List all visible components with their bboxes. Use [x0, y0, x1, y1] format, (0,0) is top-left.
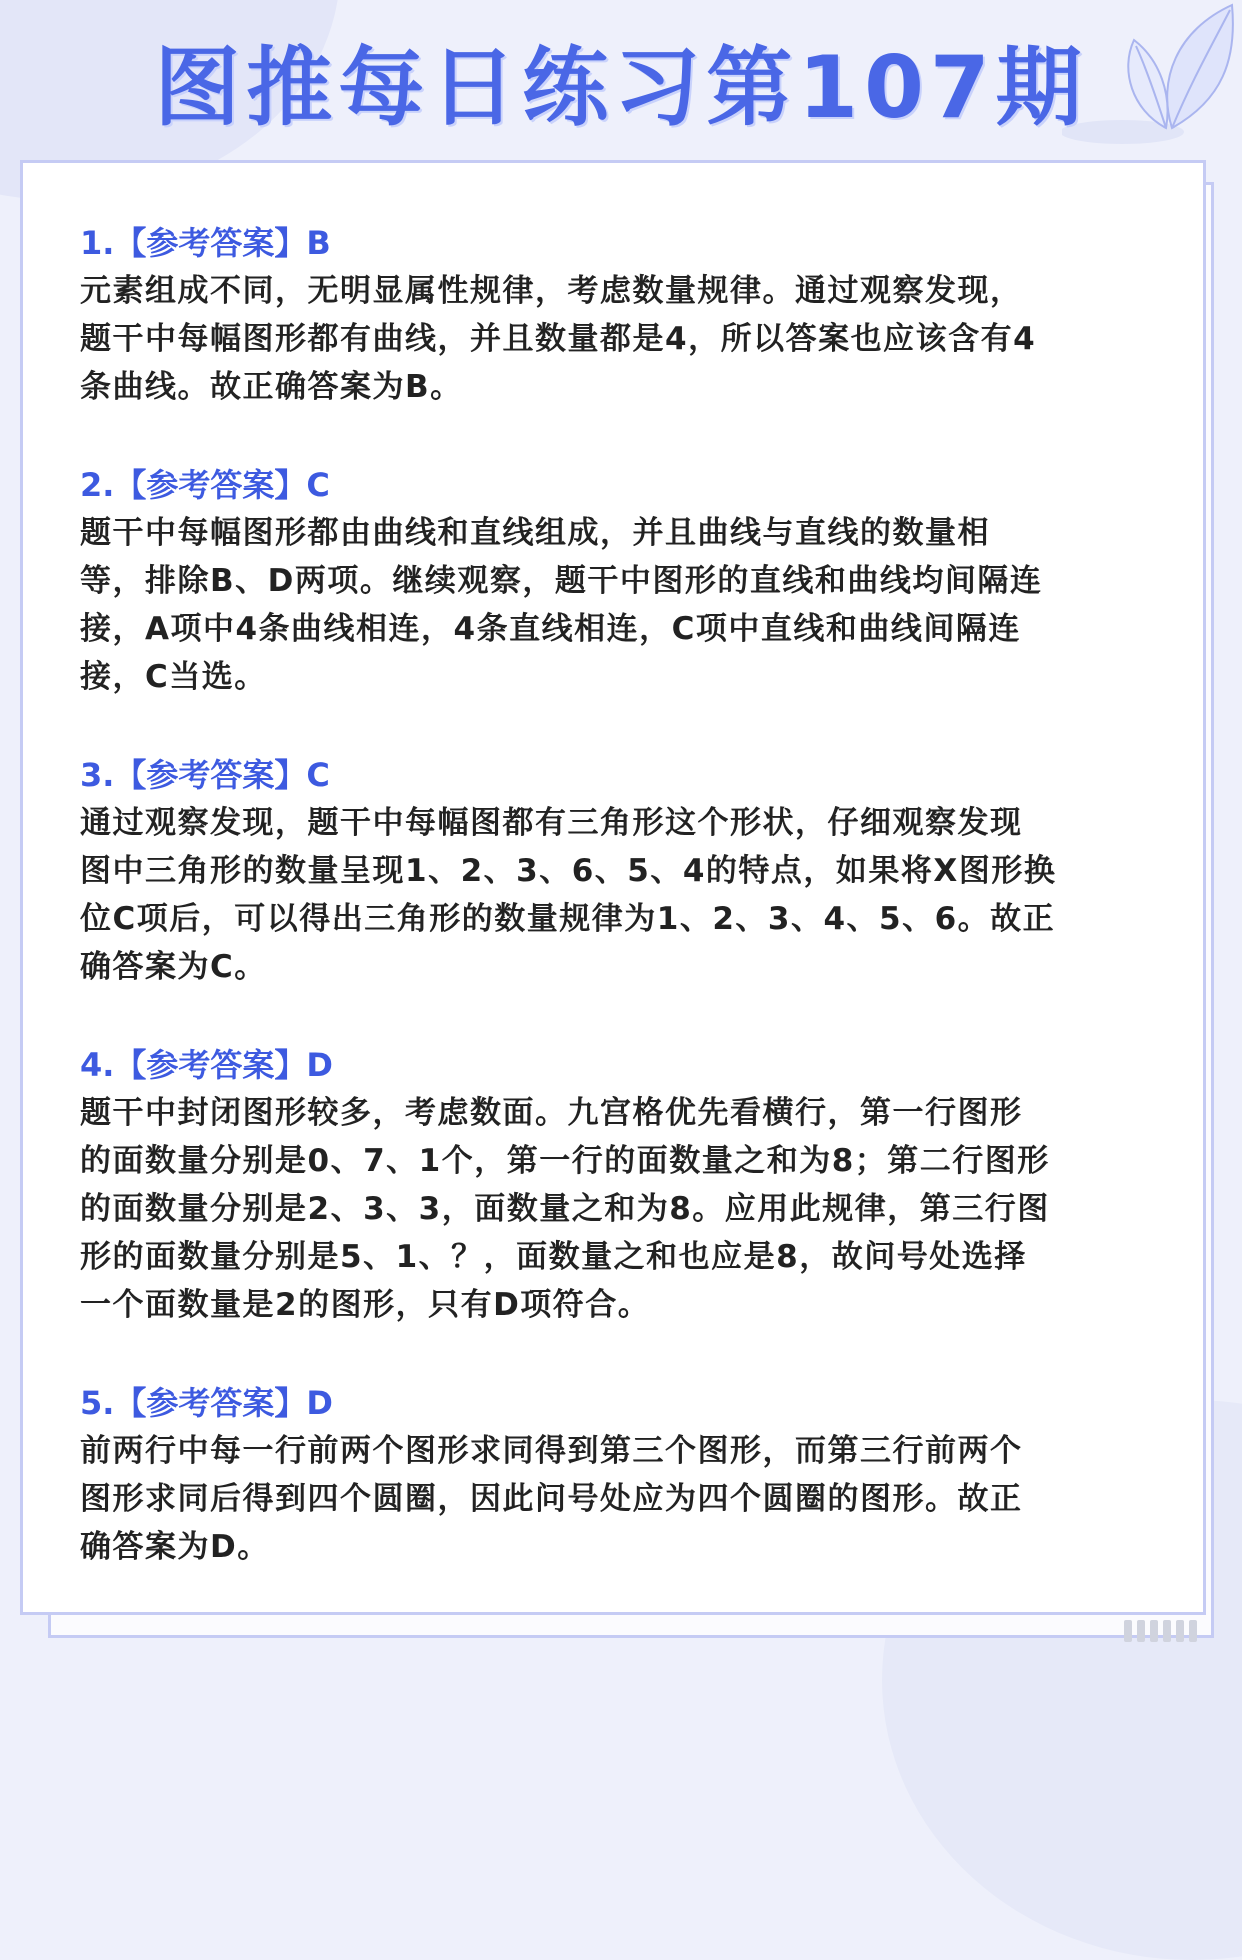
- answer-item: [80, 461, 1180, 701]
- answer-list: [80, 219, 1180, 1621]
- answer-heading: 3.【参考答案】C: [80, 756, 330, 794]
- answer-heading: 2.【参考答案】C: [80, 466, 330, 504]
- answer-item: [80, 751, 1180, 991]
- answer-explanation: 通过观察发现，题干中每幅图都有三角形这个形状，仔细观察发现 图中三角形的数量呈现1、2、3、6、5、4的特点，如果将X图形换 位C项后，可以得出三角形的数量规律为1、2、3、4、5、6。故正 确答案为C。: [80, 805, 1057, 985]
- answer-explanation: 元素组成不同，无明显属性规律，考虑数量规律。通过观察发现， 题干中每幅图形都有曲线，并且数量都是4，所以答案也应该含有4 条曲线。故正确答案为B。: [80, 273, 1037, 405]
- answer-item: [80, 1041, 1180, 1329]
- answer-explanation: 题干中封闭图形较多，考虑数面。九宫格优先看横行，第一行图形 的面数量分别是0、7、1个，第一行的面数量之和为8；第二行图形 的面数量分别是2、3、3，面数量之和为8。应用此规律，第三行图 形的面数量分别是5、1、？，面数量之和也应是8，故问号处选择 一个面数量是2的图形，只有D项符合。: [80, 1095, 1050, 1323]
- answer-item: [80, 219, 1180, 411]
- answer-heading: 4.【参考答案】D: [80, 1046, 333, 1084]
- answer-heading: 1.【参考答案】B: [80, 224, 331, 262]
- answer-explanation: 题干中每幅图形都由曲线和直线组成，并且曲线与直线的数量相 等，排除B、D两项。继续观察，题干中图形的直线和曲线均间隔连 接，A项中4条曲线相连，4条直线相连，C项中直线和曲线间隔连 接，C当选。: [80, 515, 1043, 695]
- answer-heading: 5.【参考答案】D: [80, 1384, 333, 1422]
- page-title: 图推每日练习第107期: [154, 38, 1088, 138]
- watermark-icon: [1124, 1620, 1228, 1646]
- answer-explanation: 前两行中每一行前两个图形求同得到第三个图形，而第三行前两个 图形求同后得到四个圆圈，因此问号处应为四个圆圈的图形。故正 确答案为D。: [80, 1433, 1023, 1565]
- answer-item: [80, 1379, 1180, 1571]
- answer-card: [20, 160, 1206, 1615]
